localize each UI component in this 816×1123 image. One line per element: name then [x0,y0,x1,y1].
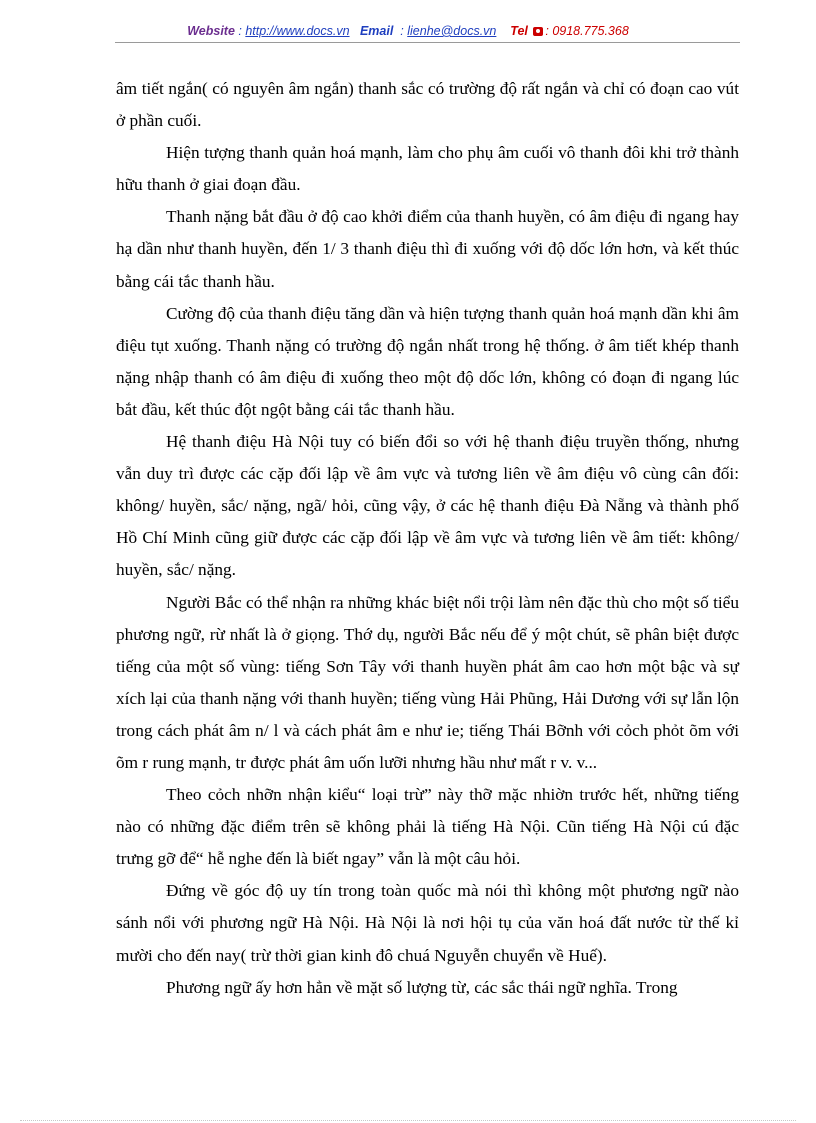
paragraph: Thanh nặng bắt đầu ở độ cao khởi điểm của thanh huyền, có âm điệu đi ngang hay hạ dần như thanh huyền, đến 1/ 3 thanh điệu thì đi xuống với độ dốc lớn hơn, và kết thúc bằng cái tắc thanh hầu. [116,207,739,291]
email-link[interactable]: lienhe@docs.vn [407,24,497,38]
email-label: Email [359,24,394,38]
phone-icon [533,27,543,36]
paragraph: Đứng về góc độ uy tín trong toàn quốc mà nói thì không một phương ngữ nào sánh nổi với phương ngữ Hà Nội. Hà Nội là nơi hội tụ của văn hoá đất nước từ thế kỉ mười cho đến nay( trừ thời gian kinh đô chuá Nguyễn chuyển về Huế). [116,881,739,965]
header-divider [115,42,740,43]
paragraph: Hiện tượng thanh quản hoá mạnh, làm cho phụ âm cuối vô thanh đôi khi trở thành hữu thanh ở giai đoạn đầu. [116,143,739,195]
website-link[interactable]: http://www.docs.vn [245,24,350,38]
paragraph: Hệ thanh điệu Hà Nội tuy có biến đổi so với hệ thanh điệu truyền thống, nhưng vẫn duy trì được các cặp đối lập về âm vực và tương liên về âm điệu vô cùng cân đối: không/ huyền, sắc/ nặng, ngã/ hỏi, cũng vậy, ở các hệ thanh điệu Đà Nẵng và thành phố Hồ Chí Minh cũng giữ được các cặp đối lập về âm vực và tương liên về âm tiết: không/ huyền, sắc/ nặng. [116,432,739,580]
paragraph: Cường độ của thanh điệu tăng dần và hiện tượng thanh quản hoá mạnh dần khi âm điệu tụt xuống. Thanh nặng có trường độ ngắn nhất trong hệ thống. ở âm tiết khép thanh nặng nhập thanh có âm điệu đi xuống theo một độ dốc lớn, không có đoạn đi ngang lúc bắt đầu, kết thúc đột ngột bằng cái tắc thanh hầu. [116,303,739,419]
email-separator: : [396,24,408,38]
paragraph: Theo cỏch nhỡn nhận kiểu“ loại trừ” này thỡ mặc nhiờn trước hết, những tiếng nào có những đặc điểm trên sẽ không phải là tiếng Hà Nội. Cũn tiếng Hà Nội cú đặc trưng gỡ để“ hễ nghe đến là biết ngay” vẫn là một câu hỏi. [116,785,739,869]
paragraph: Người Bắc có thể nhận ra những khác biệt nổi trội làm nên đặc thù cho một số tiểu phương ngữ, rừ nhất là ở giọng. Thớ dụ, người Bắc nếu để ý một chút, sẽ phân biệt được tiếng của một số vùng: tiếng Sơn Tây với thanh huyền phát âm cao hơn một bậc và sự xích lại của thanh nặng với thanh huyền; tiếng vùng Hải Phũng, Hải Dương với sự lẫn lộn trong cách phát âm n/ l và cách phát âm e như ie; tiếng Thái Bỡnh với cỏch phỏt õm với õm r rung mạnh, tr được phát âm uốn lưỡi nhưng hầu như mất r v. v... [116,592,739,772]
paragraph: âm tiết ngắn( có nguyên âm ngắn) thanh sắc có trường độ rất ngắn và chỉ có đoạn cao vút ở phần cuối. [116,79,739,131]
footer-divider [20,1120,796,1121]
document-body [116,73,739,1004]
paragraph: Phương ngữ ấy hơn hẳn về mặt số lượng từ, các sắc thái ngữ nghĩa. Trong [166,977,678,997]
website-label: Website [187,24,235,38]
tel-label: Tel [510,24,528,38]
page-header [0,24,816,38]
website-separator: : [234,24,246,38]
tel-value: : 0918.775.368 [545,24,629,38]
